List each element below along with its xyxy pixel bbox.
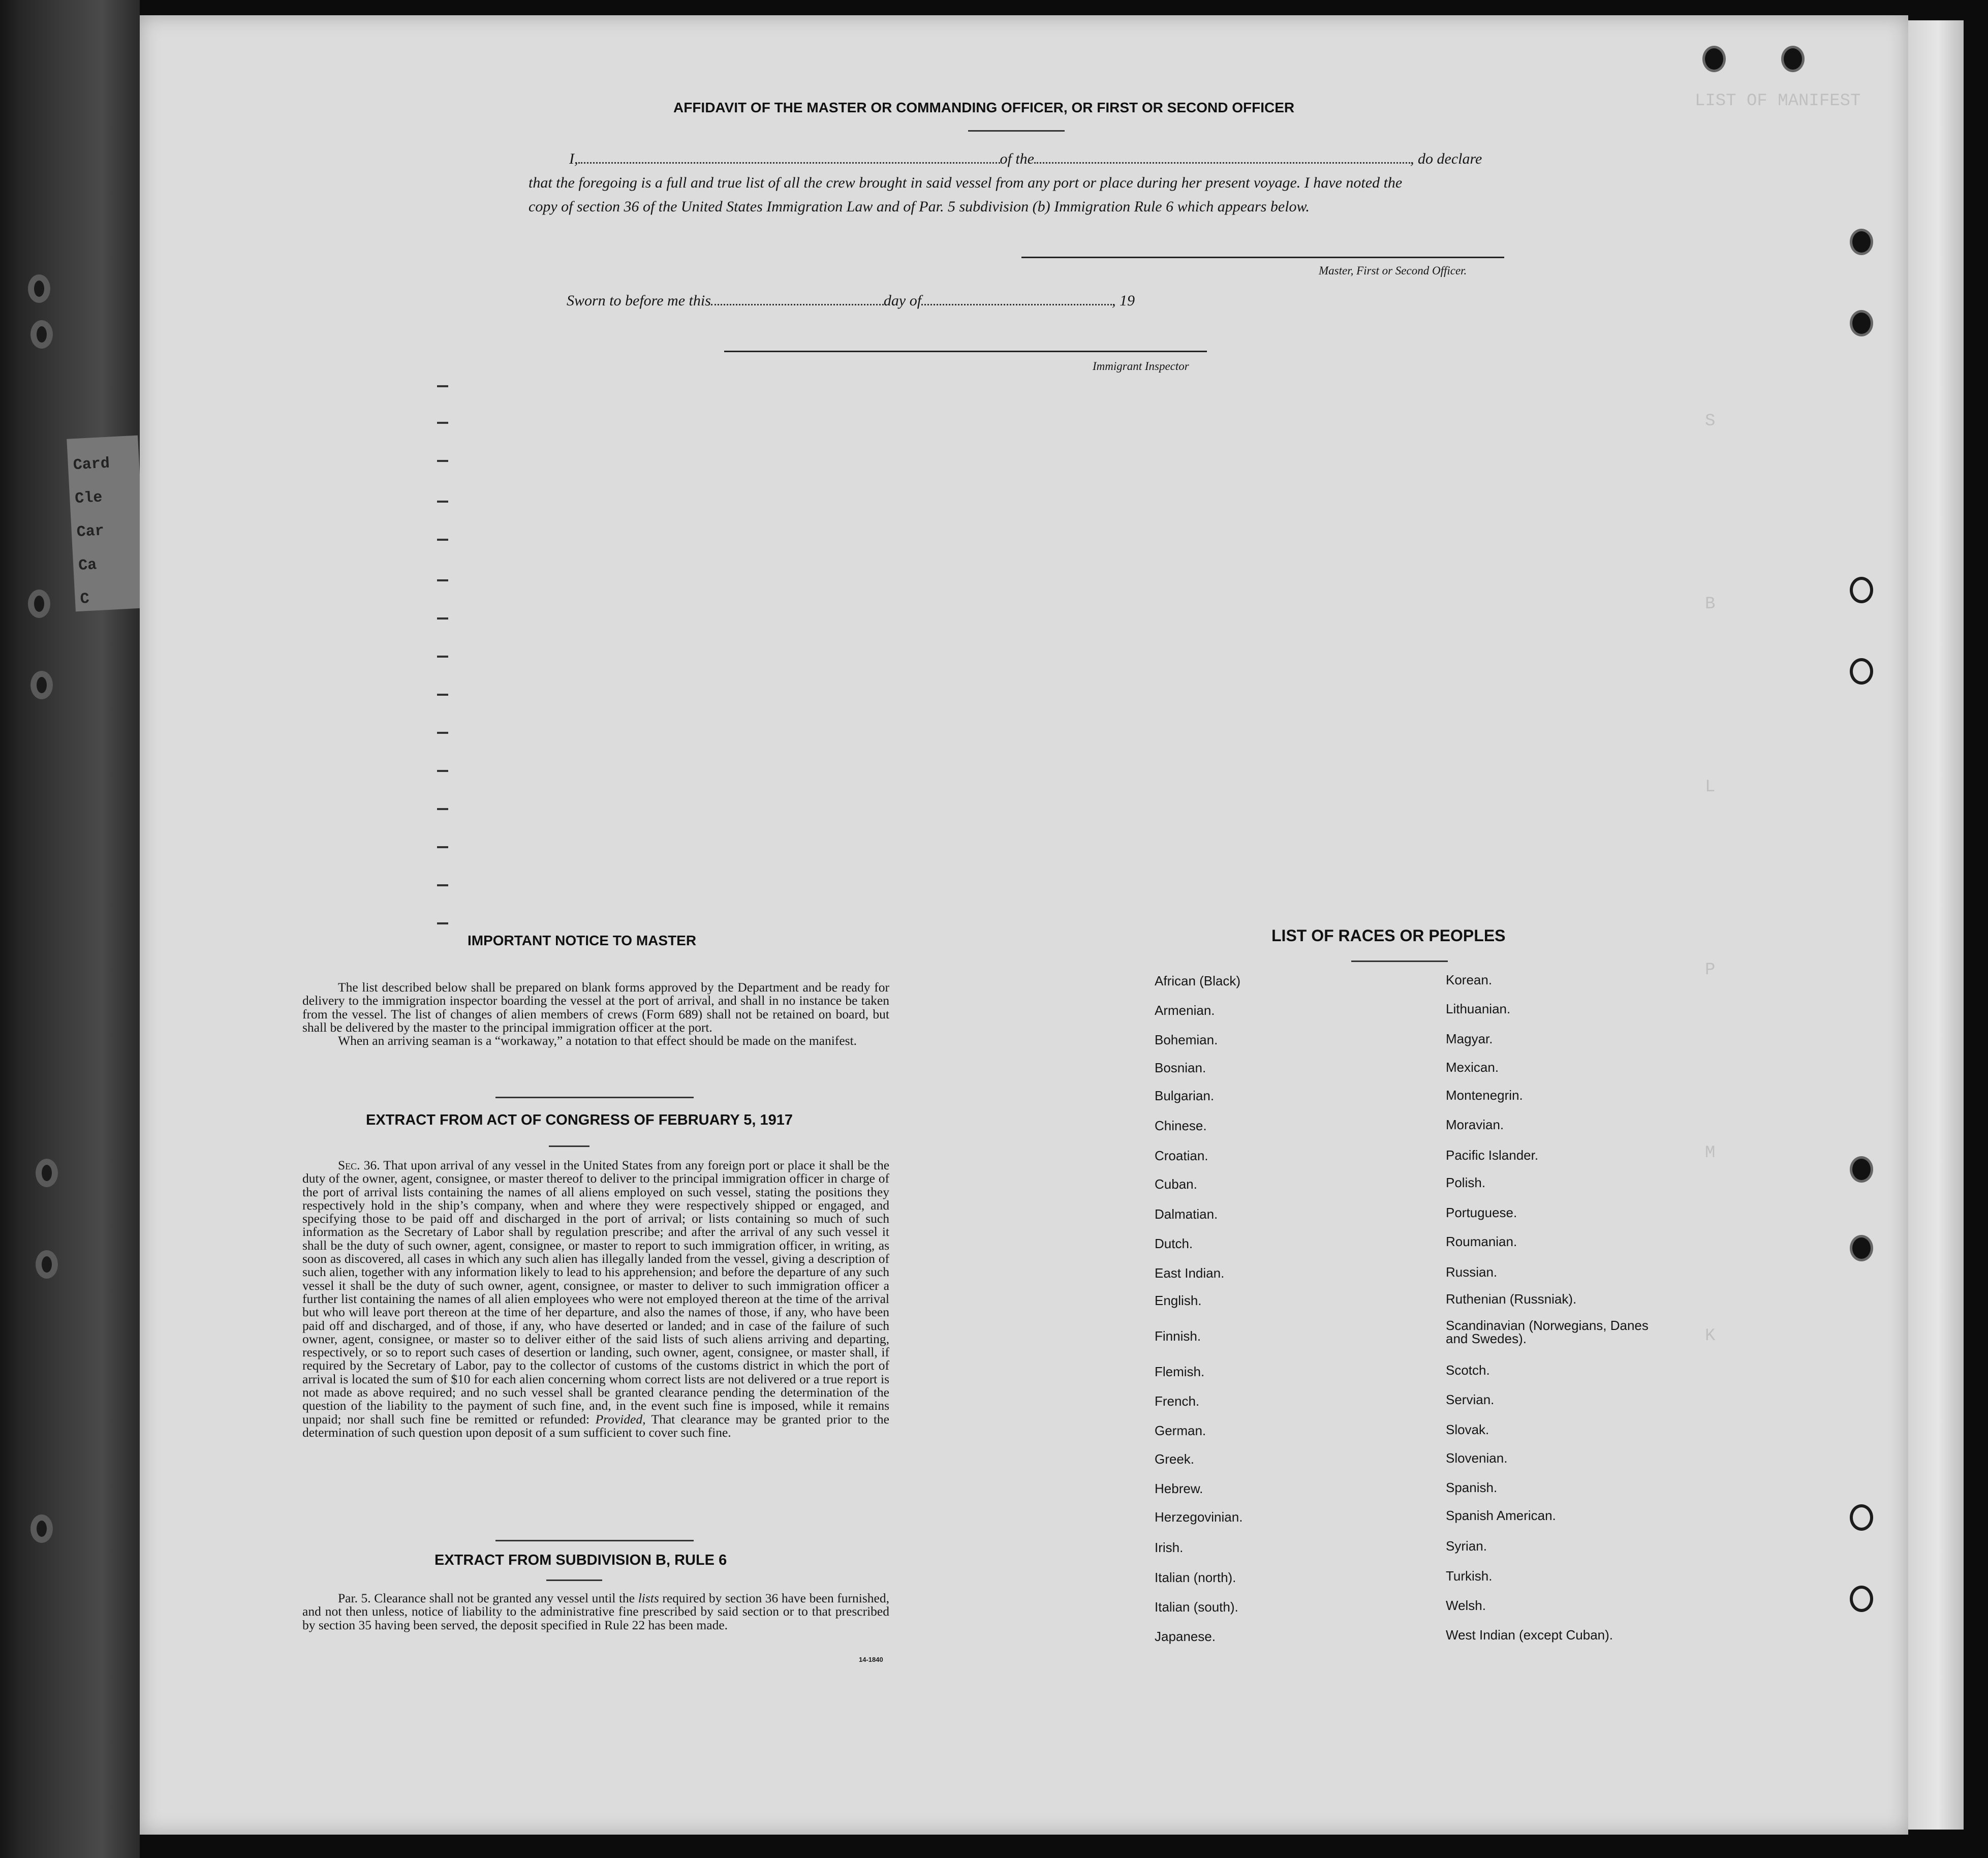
race-item: Korean. [1446,972,1493,987]
margin-tick [437,922,448,924]
divider [1351,961,1448,962]
race-item: West Indian (except Cuban). [1446,1627,1613,1643]
race-item: Bosnian. [1155,1060,1206,1075]
sec-label: Sec. 36. [338,1158,380,1172]
binder-hole [30,671,53,699]
margin-tick [437,579,448,581]
race-item: Montenegrin. [1446,1088,1523,1103]
race-item: French. [1155,1394,1200,1409]
binder-hole [30,320,53,349]
race-item: Scandinavian (Norwegians, Danes and Swedes). [1446,1318,1649,1346]
affidavit-title: AFFIDAVIT OF THE MASTER OR COMMANDING OFFICER, OR FIRST OR SECOND OFFICER [673,100,1295,115]
divider [495,1540,694,1541]
punch-hole [1850,310,1873,336]
race-item: Welsh. [1446,1598,1486,1613]
race-item: Magyar. [1446,1031,1493,1046]
act-extract-title: EXTRACT FROM ACT OF CONGRESS OF FEBRUARY 5, 1917 [366,1112,793,1128]
race-item: Flemish. [1155,1364,1205,1379]
margin-tick [437,694,448,696]
punch-hole [1850,1235,1873,1261]
binder-hole [30,1514,53,1543]
race-item: Dalmatian. [1155,1206,1218,1222]
margin-tick [437,539,448,541]
binder-hole [36,1159,58,1187]
race-item: Dutch. [1155,1236,1193,1251]
race-item: Portuguese. [1446,1205,1517,1220]
race-item: Irish. [1155,1540,1184,1555]
inspector-label: Immigrant Inspector [1093,360,1189,373]
race-item: Slovenian. [1446,1450,1508,1466]
race-item: Spanish American. [1446,1508,1556,1523]
rule-extract-text [302,1592,889,1632]
race-item: Italian (south). [1155,1599,1238,1615]
i-label: I, [569,150,578,167]
do-declare-label: , do declare [1410,150,1482,167]
race-item: Armenian. [1155,1003,1215,1018]
margin-tick [437,846,448,848]
margin-tick [437,770,448,772]
declarant-name-field[interactable] [578,162,1000,164]
race-item: Mexican. [1446,1060,1499,1075]
notice-paragraph: When an arriving seaman is a “workaway,” a notation to that effect should be made on the manifest. [338,1033,857,1048]
provided-label: Provided, [595,1411,646,1427]
rule-extract-title: EXTRACT FROM SUBDIVISION B, RULE 6 [434,1552,727,1568]
race-item: German. [1155,1423,1206,1438]
margin-tick [437,656,448,658]
sworn-line [567,292,1135,309]
race-item: Herzegovinian. [1155,1509,1243,1525]
race-item: Greek. [1155,1451,1195,1467]
race-item: English. [1155,1293,1202,1308]
binder-hole [28,274,50,303]
bleed-through-text: M [1705,1143,1716,1163]
declarant-line [569,150,1482,168]
race-item: Cuban. [1155,1176,1197,1192]
binder-hole [28,590,50,618]
race-item: Syrian. [1446,1538,1487,1554]
divider [549,1145,589,1147]
year-label: , 19 [1112,292,1135,309]
form-number: 14-1840 [859,1656,883,1663]
punch-hole [1850,1156,1873,1183]
divider [546,1580,602,1581]
race-item: Roumanian. [1446,1234,1517,1249]
race-item: African (Black) [1155,973,1241,988]
inspector-signature-line[interactable] [724,351,1207,352]
binder-hole [36,1250,58,1279]
race-item: Slovak. [1446,1422,1489,1437]
bleed-through-text: LIST OF MANIFEST [1695,91,1861,111]
archive-stamp: Card Cle Car Ca C [67,436,147,612]
margin-tick [437,884,448,886]
punch-hole [1850,1504,1873,1531]
bleed-through-text: B [1705,595,1716,614]
sworn-day-field[interactable] [711,304,884,305]
margin-tick [437,422,448,424]
race-item: Croatian. [1155,1148,1208,1163]
race-item: Bulgarian. [1155,1088,1215,1103]
race-item: Russian. [1446,1264,1498,1280]
race-item: Polish. [1446,1175,1486,1190]
race-item: Pacific Islander. [1446,1148,1539,1163]
notice-paragraph: The list described below shall be prepared on blank forms approved by the Department and be ready for delivery to the immigration inspector boarding the vessel at the port of arrival, and shall in no instance be taken from the vessel. The list of changes of alien members of crews (Form 689) shall not be retained on board, but shall be delivered by the master to the principal immigration officer at the port. [302,980,889,1035]
manifest-page [140,15,1908,1835]
race-item: Turkish. [1446,1568,1493,1584]
margin-tick [437,732,448,734]
declaration-line-2: that the foregoing is a full and true list of all the crew brought in said vessel from any port or place during her present voyage. I have noted the [529,174,1403,191]
act-extract-text [302,1159,889,1439]
race-item: Ruthenian (Russniak). [1446,1291,1577,1307]
race-item: Japanese. [1155,1629,1216,1644]
margin-tick [437,501,448,503]
master-signature-label: Master, First or Second Officer. [1319,264,1467,277]
race-item: Lithuanian. [1446,1001,1511,1016]
divider [968,130,1065,132]
sworn-month-field[interactable] [921,304,1112,305]
bleed-through-text: L [1705,778,1716,797]
bleed-through-text: K [1705,1326,1716,1346]
act-text-end: That clearance may be granted prior to the determination of such question upon deposit of a sum sufficient to cover such fine. [302,1411,889,1440]
margin-tick [437,808,448,810]
punch-hole [1781,46,1805,72]
rule-text-end: required by section 36 have been furnished, and not then unless, notice of liability to the administrative fine prescribed by said section or to that prescribed by section 35 having been served, the deposit specified in Rule 22 has been made. [302,1591,889,1632]
punch-hole [1850,658,1873,685]
master-signature-line[interactable] [1021,257,1504,258]
race-item: Spanish. [1446,1480,1498,1495]
races-title: LIST OF RACES OR PEOPLES [1271,926,1506,945]
race-item: Scotch. [1446,1362,1490,1378]
punch-hole [1850,1586,1873,1612]
race-item: Servian. [1446,1392,1495,1407]
margin-tick [437,460,448,462]
act-text: That upon arrival of any vessel in the United States from any foreign port or place it shall be the duty of the owner, agent, consignee, or master thereof to deliver to the principal immigration officer in charge of the port of arrival lists containing the names of all aliens employed on such vessel, stating the positions they respectively hold in the ship’s company, when and where they were respectively shipped or engaged, and specifying those to be paid off and discharged in the port of arrival; or lists containing so much of such information as the Secretary of Labor shall by regulation prescribe; and after the arrival of any such vessel it shall be the duty of such owner, agent, consignee, or master to report to such immigration officer, in writing, as soon as discovered, all cases in which any such alien has illegally landed from the vessel, giving a description of such alien, together with any information likely to lead to his apprehension; and before the departure of any such vessel it shall be the duty of such owner, agent, consignee, or master to deliver to such immigration officer a further list containing the names of all alien employees who were not employed thereon at the time of the arrival but who will leave port thereon at the time of her departure, and also the names of those, if any, who have been paid off and discharged, and of those, if any, who have deserted or landed; and in case of the failure of such owner, agent, consignee, or master so to deliver either of the said lists of such aliens arriving and departing, respectively, or so to report such cases of desertion or landing, such owner, agent, consignee, or master shall, if required by the Secretary of Labor, pay to the collector of customs of the customs district in which the port of arrival is located the sum of $10 for each alien concerning whom correct lists are not delivered or a true report is not made as above required; and no such vessel shall be granted clearance pending the determination of the question of the liability to the payment of such fine, and, in the event such fine is imposed, while it remains unpaid; nor shall such fine be remitted or refunded: [302,1158,890,1427]
race-item: East Indian. [1155,1265,1225,1281]
punch-hole [1702,46,1726,72]
notice-title: IMPORTANT NOTICE TO MASTER [468,933,697,948]
race-item: Moravian. [1446,1117,1504,1132]
margin-tick [437,385,448,387]
day-of-label: day of [883,292,922,309]
divider [495,1097,694,1098]
race-item: Bohemian. [1155,1032,1218,1047]
sworn-label: Sworn to before me this [567,292,711,309]
race-item: Hebrew. [1155,1481,1203,1496]
margin-tick [437,617,448,620]
punch-hole [1850,229,1873,255]
notice-text [302,981,889,1047]
race-item: Italian (north). [1155,1570,1236,1585]
lists-word: lists [638,1591,659,1605]
vessel-name-field[interactable] [1034,162,1410,164]
rule-text: Par. 5. Clearance shall not be granted any vessel until the [338,1591,638,1605]
bleed-through-text: S [1705,412,1716,431]
binder-edge [0,0,140,1858]
of-the-label: of the [1000,150,1034,167]
race-item: Chinese. [1155,1118,1207,1133]
punch-hole [1850,577,1873,603]
race-item: Finnish. [1155,1328,1201,1344]
declaration-line-3: copy of section 36 of the United States Immigration Law and of Par. 5 subdivision (b) Immigration Rule 6 which appears below. [529,198,1310,215]
bleed-through-text: P [1705,961,1716,980]
